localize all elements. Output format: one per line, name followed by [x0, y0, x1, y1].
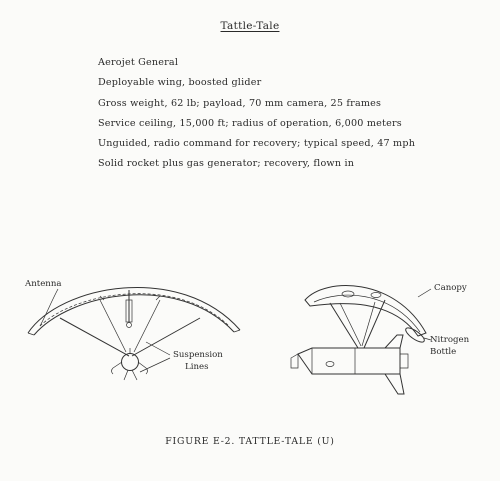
spec-line: Deployable wing, boosted glider: [98, 77, 262, 89]
label-lines: Lines: [185, 362, 209, 372]
antenna-leader: [40, 289, 58, 326]
label-suspension: Suspension: [173, 350, 223, 360]
canopy-leader: [418, 289, 431, 297]
tail-fin-upper: [385, 335, 403, 348]
document-title: Tattle-Tale: [220, 20, 280, 32]
wing-inner-edge: [34, 295, 234, 335]
canopy-shape: [305, 286, 426, 336]
spec-line: Service ceiling, 15,000 ft; radius of operation, 6,000 meters: [98, 117, 402, 129]
spec-line: Solid rocket plus gas generator; recovery, flown in: [98, 158, 355, 170]
spec-line: Gross weight, 62 lb; payload, 70 mm camera, 25 frames: [98, 97, 382, 109]
label-nitrogen: Nitrogen: [430, 335, 470, 345]
wing-outer-edge: [28, 287, 240, 333]
label-antenna: Antenna: [25, 279, 62, 289]
spec-line: Unguided, radio command for recovery; typical speed, 47 mph: [98, 138, 416, 150]
rocket-body: [298, 348, 400, 374]
label-bottle: Bottle: [430, 347, 457, 357]
spec-line: Aerojet General: [98, 57, 179, 68]
glider-side-view: [291, 286, 431, 394]
suspension-leader: [140, 342, 170, 372]
figure-caption: FIGURE E-2. TATTLE-TALE (U): [165, 436, 335, 447]
tail-fin-lower: [385, 374, 404, 394]
payload-sphere: [122, 354, 139, 371]
label-canopy: Canopy: [434, 283, 467, 293]
